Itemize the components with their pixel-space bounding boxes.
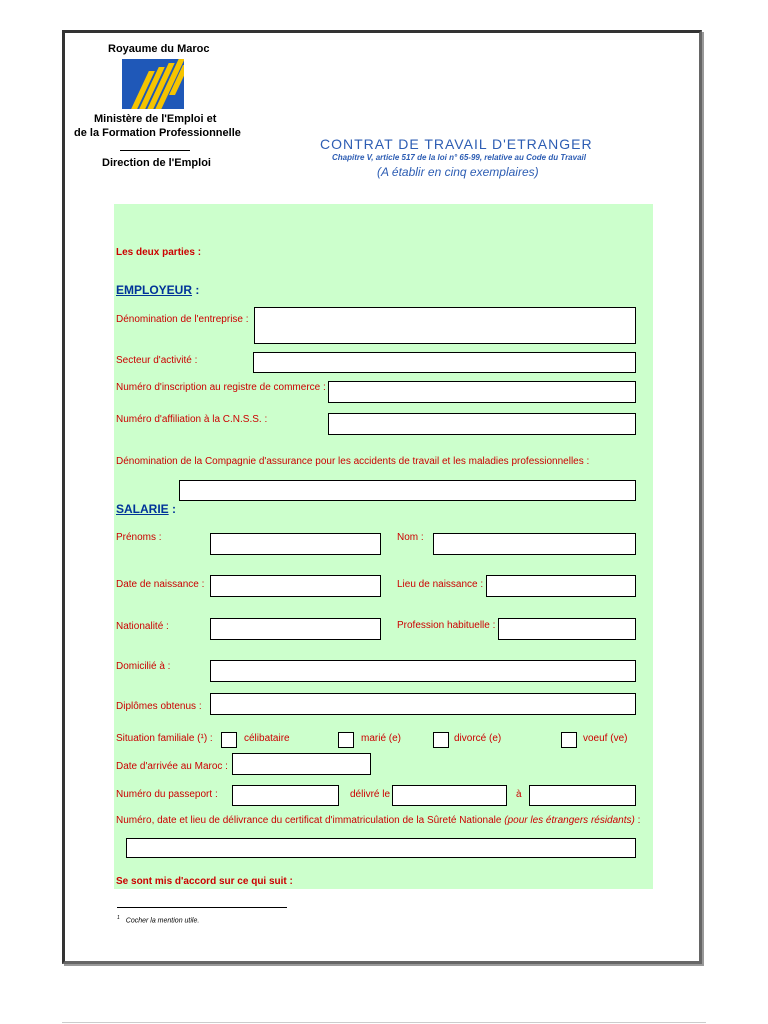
issued-at-field[interactable] — [529, 785, 636, 806]
birth-date-field[interactable] — [210, 575, 381, 597]
issued-on-field[interactable] — [392, 785, 507, 806]
nationality-label: Nationalité : — [116, 621, 169, 632]
status-widowed-checkbox[interactable] — [561, 732, 577, 748]
family-status-label: Situation familiale (¹) : — [116, 733, 213, 744]
issued-at-label: à — [516, 789, 522, 800]
contract-title: CONTRAT DE TRAVAIL D'ETRANGER — [320, 136, 593, 152]
nationality-field[interactable] — [210, 618, 381, 640]
domicile-label: Domicilié à : — [116, 661, 171, 672]
employer-heading: EMPLOYEUR : — [116, 283, 200, 297]
ministry-logo — [122, 59, 184, 109]
last-name-label: Nom : — [397, 532, 424, 543]
status-married-checkbox[interactable] — [338, 732, 354, 748]
birth-place-label: Lieu de naissance : — [397, 579, 484, 590]
parties-label: Les deux parties : — [116, 247, 202, 258]
first-names-label: Prénoms : — [116, 532, 162, 543]
registration-cert-field[interactable] — [126, 838, 636, 858]
arrival-date-field[interactable] — [232, 753, 371, 775]
last-name-field[interactable] — [433, 533, 636, 555]
status-divorced-label: divorcé (e) — [454, 733, 502, 744]
footnote-divider — [117, 907, 287, 908]
page-bottom-divider — [62, 1022, 706, 1023]
passport-label: Numéro du passeport : — [116, 789, 218, 800]
diplomas-field[interactable] — [210, 693, 636, 715]
agreement-label: Se sont mis d'accord sur ce qui suit : — [116, 876, 293, 887]
status-single-checkbox[interactable] — [221, 732, 237, 748]
status-married-label: marié (e) — [361, 733, 402, 744]
insurance-label: Dénomination de la Compagnie d'assurance pour les accidents de travail et les maladies professionnelles : — [116, 456, 590, 467]
company-name-field[interactable] — [254, 307, 636, 344]
company-name-label: Dénomination de l'entreprise : — [116, 314, 249, 325]
trade-register-label: Numéro d'inscription au registre de commerce : — [116, 382, 326, 393]
birth-place-field[interactable] — [486, 575, 636, 597]
sector-field[interactable] — [253, 352, 636, 373]
copies-note: (A établir en cinq exemplaires) — [377, 165, 539, 179]
insurance-field[interactable] — [179, 480, 636, 501]
first-names-field[interactable] — [210, 533, 381, 555]
status-single-label: célibataire — [244, 733, 290, 744]
diplomas-label: Diplômes obtenus : — [116, 701, 202, 712]
ministry-line1: Ministère de l'Emploi et — [94, 113, 217, 125]
domicile-field[interactable] — [210, 660, 636, 682]
direction-label: Direction de l'Emploi — [102, 157, 211, 169]
employee-heading: SALARIE : — [116, 502, 177, 516]
trade-register-field[interactable] — [328, 381, 636, 403]
header-divider — [120, 150, 190, 151]
status-widowed-label: voeuf (ve) — [583, 733, 628, 744]
status-divorced-checkbox[interactable] — [433, 732, 449, 748]
ministry-line2: de la Formation Professionnelle — [74, 127, 241, 139]
registration-cert-label: Numéro, date et lieu de délivrance du certificat d'immatriculation de la Sûreté Nationale (pour les étrangers résidants) : — [116, 815, 641, 826]
cnss-field[interactable] — [328, 413, 636, 435]
passport-field[interactable] — [232, 785, 339, 806]
issued-on-label: délivré le — [350, 789, 391, 800]
profession-label: Profession habituelle : — [397, 620, 496, 631]
arrival-date-label: Date d'arrivée au Maroc : — [116, 761, 228, 772]
contract-subtitle: Chapitre V, article 517 de la loi n° 65-99, relative au Code du Travail — [332, 153, 586, 162]
profession-field[interactable] — [498, 618, 636, 640]
footnote: $^1$ Cocher la mention utile. — [117, 915, 200, 925]
kingdom-label: Royaume du Maroc — [108, 43, 210, 55]
sector-label: Secteur d'activité : — [116, 355, 198, 366]
birth-date-label: Date de naissance : — [116, 579, 205, 590]
cnss-label: Numéro d'affiliation à la C.N.S.S. : — [116, 414, 268, 425]
